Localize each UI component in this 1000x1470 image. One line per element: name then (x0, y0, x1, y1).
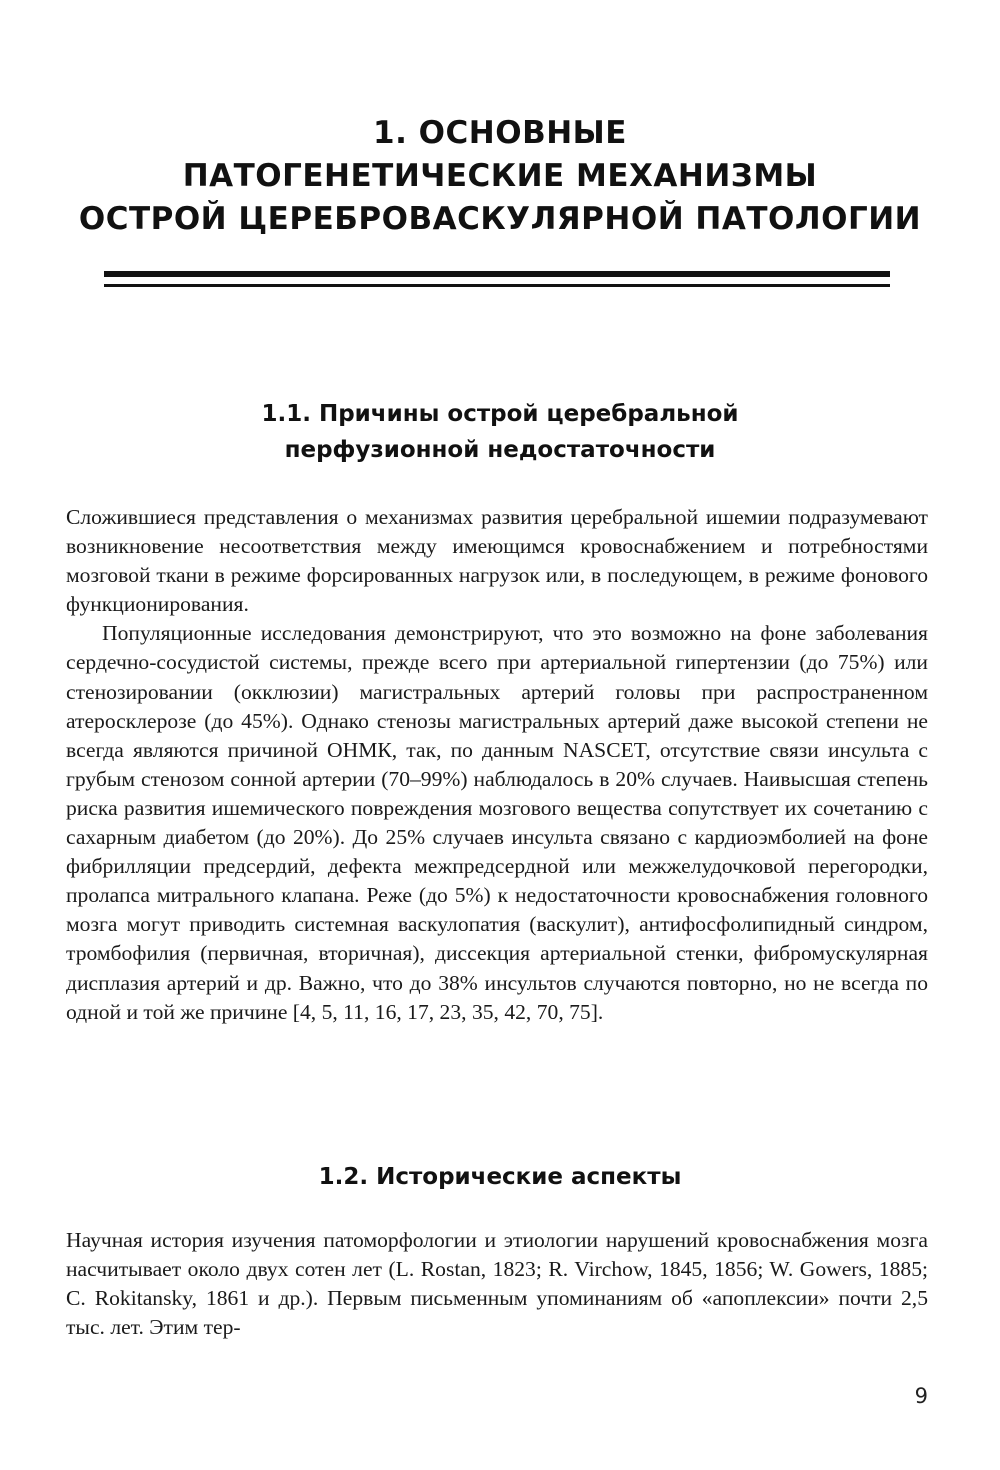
section-heading-line: перфузионной недостаточности (284, 437, 716, 463)
chapter-divider-thick (104, 271, 890, 277)
chapter-title-line: 1. ОСНОВНЫЕ (373, 115, 627, 151)
chapter-title-line: ОСТРОЙ ЦЕРЕБРОВАСКУЛЯРНОЙ ПАТОЛОГИИ (78, 201, 922, 237)
section-heading-line: 1.2. Исторические аспекты (318, 1164, 682, 1190)
section-heading-1-1 (100, 396, 900, 468)
chapter-divider-thin (104, 284, 890, 287)
paragraph: Научная история изучения патоморфологии и этиологии нарушений кровоснабжения мозга насчитывает около двух сотен лет (L. Rostan, 1823; R. Virchow, 1845, 1856; W. Gowers, 1885; C. Rokitansky, 1861 и др.). Первым письменным упоминаниям об «апоплексии» почти 2,5 тыс. лет. Этим тер- (66, 1228, 928, 1340)
section-1-1-body (66, 503, 928, 1027)
chapter-title (60, 112, 940, 241)
paragraph: Популяционные исследования демонстрируют, что это возможно на фоне заболевания сердечно-сосудистой системы, прежде всего при артериальной гипертензии (до 75%) или стенозировании (окклюзии) магистральных артерий головы при распространенном атеросклерозе (до 45%). Однако стенозы магистральных артерий даже высокой степени не всегда являются причиной ОНМК, так, по данным NASCET, отсутствие связи инсульта с грубым стенозом сонной артерии (70–99%) наблюдалось в 20% случаев. Наивысшая степень риска развития ишемического повреждения мозгового вещества сопутствует их сочетанию с сахарным диабетом (до 20%). До 25% случаев инсульта связано с кардиоэмболией на фоне фибрилляции предсердий, дефекта межпредсердной или межжелудочковой перегородки, пролапса митрального клапана. Реже (до 5%) к недостаточности кровоснабжения головного мозга могут приводить системная васкулопатия (васкулит), антифосфолипидный синдром, тромбофилия (первичная, вторичная), диссекция артериальной стенки, фибромускулярная дисплазия артерий и др. Важно, что до 38% инсультов случаются повторно, но не всегда по одной и той же причине [4, 5, 11, 16, 17, 23, 35, 42, 70, 75]. (66, 621, 928, 1024)
page-number: 9 (914, 1384, 928, 1408)
section-1-2-body (66, 1226, 928, 1342)
section-heading-1-2 (100, 1159, 900, 1195)
section-heading-line: 1.1. Причины острой церебральной (261, 401, 739, 427)
paragraph: Сложившиеся представления о механизмах развития церебральной ишемии подразумевают возникновение несоответствия между имеющимся кровоснабжением и потребностями мозговой ткани в режиме форсированных нагрузок или, в последующем, в режиме фонового функционирования. (66, 505, 928, 617)
chapter-title-line: ПАТОГЕНЕТИЧЕСКИЕ МЕХАНИЗМЫ (182, 158, 818, 194)
